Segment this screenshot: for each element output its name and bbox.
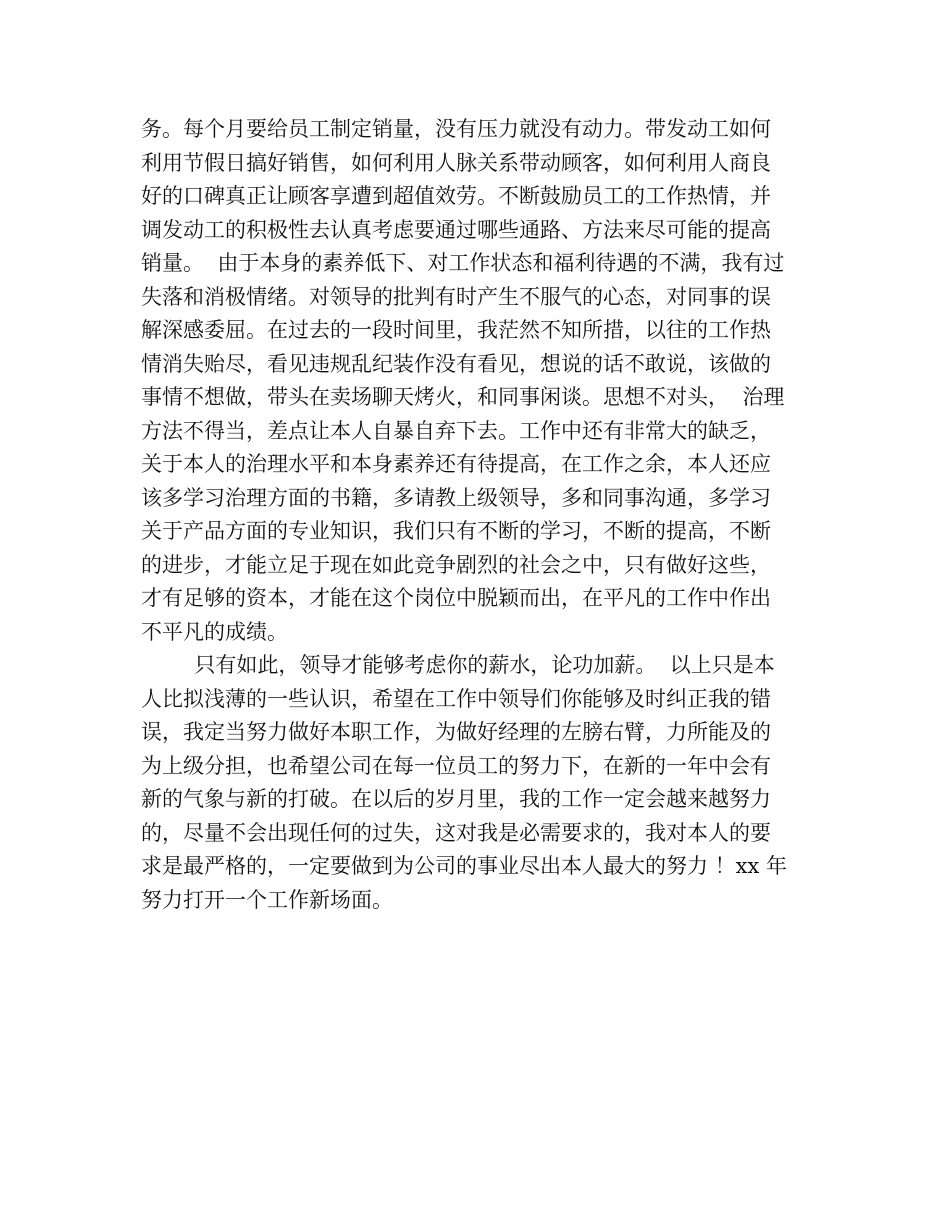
text-line: 的进步，才能立足于现在如此竞争剧烈的社会之中，只有做好这些， — [141, 552, 771, 577]
text-line: 利用节假日搞好销售，如何利用人脉关系带动顾客，如何利用人商良 — [141, 150, 771, 175]
text-line: 情消失贻尽，看见违规乱纪装作没有看见，想说的话不敢说，该做的 — [141, 351, 771, 376]
text-line: 调发动工的积极性去认真考虑要通过哪些通路、方法来尽可能的提高 — [141, 217, 771, 242]
text-line: 只有如此，领导才能够考虑你的薪水，论功加薪。 以上只是本 — [141, 653, 775, 677]
text-line: 务。每个月要给员工制定销量，没有压力就没有动力。带发动工如何 — [141, 117, 771, 141]
text-line: 求是最严格的，一定要做到为公司的事业尽出本人最大的努力 ！xx 年 — [141, 854, 788, 878]
text-line: 不平凡的成绩。 — [141, 619, 288, 644]
text-line: 好的口碑真正让顾客享遭到超值效劳。不断鼓励员工的工作热情，并 — [141, 184, 771, 208]
text-line: 新的气象与新的打破。在以后的岁月里，我的工作一定会越来越努力 — [141, 787, 771, 811]
text-line: 关于产品方面的专业知识，我们只有不断的学习，不断的提高，不断 — [141, 519, 771, 543]
text-line: 人比拟浅薄的一些认识，希望在工作中领导们你能够及时纠正我的错 — [141, 686, 771, 711]
text-line: 才有足够的资本，才能在这个岗位中脱颖而出，在平凡的工作中作出 — [141, 586, 771, 610]
text-line: 关于本人的治理水平和本身素养还有待提高，在工作之余，本人还应 — [141, 452, 771, 476]
text-line: 方法不得当，差点让本人自暴自弃下去。工作中还有非常大的缺乏， — [141, 418, 771, 443]
text-line: 的，尽量不会出现任何的过失，这对我是必需要求的，我对本人的要 — [141, 820, 771, 845]
text-line: 解深感委屈。在过去的一段时间里，我茫然不知所措，以往的工作热 — [141, 318, 771, 342]
text-line: 事情不想做，带头在卖场聊天烤火，和同事闲谈。思想不对头， 治理 — [141, 385, 785, 409]
body-text — [141, 113, 816, 917]
text-line: 销量。 由于本身的素养低下、对工作状态和福利待遇的不满，我有过 — [141, 251, 785, 275]
text-line: 为上级分担，也希望公司在每一位员工的努力下，在新的一年中会有 — [141, 753, 771, 778]
text-line: 努力打开一个工作新场面。 — [141, 887, 393, 912]
text-line: 失落和消极情绪。对领导的批判有时产生不服气的心态，对同事的误 — [141, 284, 771, 309]
text-line: 误，我定当努力做好本职工作，为做好经理的左膀右臂，力所能及的 — [141, 720, 771, 744]
text-line: 该多学习治理方面的书籍，多请教上级领导，多和同事沟通，多学习 — [141, 485, 771, 510]
